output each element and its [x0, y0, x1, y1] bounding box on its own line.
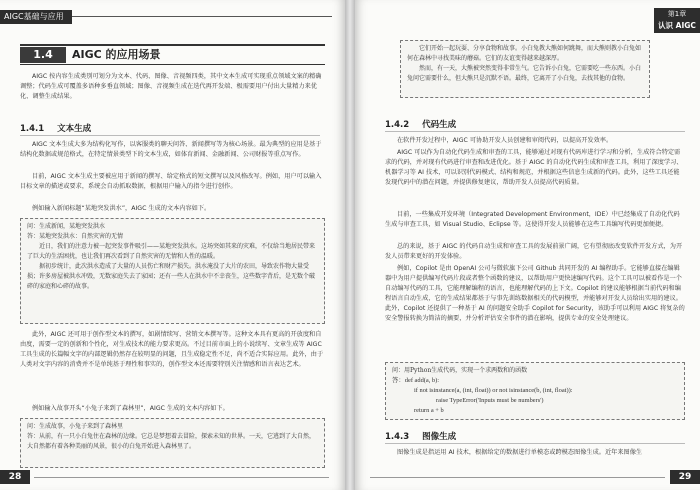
subsection-title: 图像生成 [422, 432, 457, 442]
code-gen-paragraph-2: AIGC 可以作为自动化代码生成和审查的工具，能够通过对现有代码库进行学习和分析，生成符合特定需求的代码，并对现有代码进行审查和改进优化。基于 AIGC 的自动化代码生成和审查工具，利用了深度学习、机器学习等 AI 技术，可以识别代码模式、结构和规范，并根据这些信息生成新的代码。此外，这些工具还能发现代码中的潜在问题，并提供修复建议，帮助开发人员提高代码质量。 [385, 149, 683, 186]
box-line-body: 近日，我们的注意力被一起突发事件吸引——某地突发洪水。这场突如其来的灾难，不仅给当地居民带来了巨大的生活困扰，也让我们再次看到了自然灾害的无情和人性的温暖。 [27, 243, 316, 260]
subsection-title: 代码生成 [422, 120, 457, 130]
text-gen-paragraph-3: 例如输入新闻标题“某地突发洪水”，AIGC 生成的文本内容如下。 [32, 205, 211, 212]
box-line-question: 问：生成故事，小兔子来到了森林里 [27, 423, 124, 430]
example-box-story [20, 418, 325, 468]
code-line: raise TypeError('Inputs must be numbers') [436, 397, 544, 404]
box-line-body: 然而，有一天，大熊被突然变得非常生气。它告诉小白兔，它需要吃一些东西。小白兔问它需要什么，但大熊只是沉默不语。最终，它离开了小白兔，去找其他的食物。 [407, 65, 642, 82]
subsection-rule [385, 131, 685, 132]
book-gutter [345, 0, 355, 490]
code-gen-paragraph-3: 目前，一些集成开发环境（Integrated Development Environment，IDE）中已经集成了自动化代码生成与审查工具，如 Visual Studio、Eclipse 等。这使得开发人员能够在这些工具编写代码更加便捷。 [385, 211, 680, 228]
text-gen-paragraph-4: 此外，AIGC 还可用于创作型文本的撰写，如剧情续写、营销文本撰写等。这种文本具有更高的开放度和自由度，需要一定的创新和个性化，对生成技术的能力要求更高。不过目前市面上的小说续写、文章生成等 AIGC 工具生成的长篇幅文字的内部逻辑仍然存在较明显的问题，且生成稳定性不足，尚不适合实际应用。此外，由于人类对文字内容的消费并不是单纯基于理性和事实的，创作型文本还需要特别关注情感和语言表达艺术。 [20, 331, 324, 368]
code-gen-paragraph-5: 例如，Copilot 是由 OpenAI 公司与微软旗下公司 Github 共同开发的 AI 编程助手。它能够直接在编辑器中为用户提供编写代码片段或者整个函数的建议，以帮助用户更快速编写代码。这个工具可以被看作是一个自动编写代码的工具，它能理解编程的语言，也能理解代码的上下文。Copilot 的建议能够根据当前代码和编程语言自动生成，它的生成结果都基于与事先训练数据相关的代码模型，并能够对开发人员给出实用的建议。此外，Copilot 还提供了一种基于 AI 的问题安全助手 Copilot for Security，该助手可以利用 AIGC 将复杂的安全警报转换为简洁的摘要，并分析评估安全事件的潜在影响，提供专业的安全处理建议。 [385, 265, 685, 322]
box-line-question: 问：生成新闻，某地突发洪水 [27, 223, 106, 230]
text-gen-paragraph-2: 目前，AIGC 文本生成主要被应用于新闻的撰写、给定格式的短文撰写以及风格改写。例如，用户可以输入目标文章的描述或要求，系统会自动抓取数据，根据用户输入的指令进行创作。 [20, 173, 322, 190]
subsection-number: 1.4.2 [385, 120, 410, 130]
section-intro: AIGC 按内容生成类别可划分为文本、代码、图像、音视频四类，其中文本生成可实现重点领域文案的精确调整；代码生成可覆盖多语种多垂直领域；图像、音视频生成在迭代再开发端、极需要用户付出大量精力来优化、调整生成结果。 [20, 73, 322, 100]
footer-rule [34, 477, 329, 478]
box-line-question: 问：用Python生成代码，实现一个求两数和的函数 [392, 367, 528, 374]
subsection-heading-text [20, 122, 91, 134]
page-number-right: 29 [670, 470, 700, 484]
example-box-news [20, 218, 325, 324]
box-line-body: 它们开始一起玩耍、分享食物和故事。小白兔教大熊如何跳舞，而大熊则教小白兔如何在森林中寻找美味的蘑菇。它们的友谊变得越来越深厚。 [407, 45, 642, 62]
section-number: 1.4 [20, 47, 66, 63]
code-gen-paragraph-4: 总的来说，基于 AIGC 的代码自动生成和审查工具的发展前景广阔，它有望彻底改变软件开发方式，为开发人员带来更好的开发体验。 [385, 243, 683, 260]
chapter-label: 第1章 [667, 10, 687, 18]
section-title: AIGC 的应用场景 [72, 48, 161, 61]
code-line: 答：def add(a, b): [392, 377, 440, 384]
subsection-rule [385, 443, 685, 444]
code-line: if not isinstance(a, (int, float)) or not isinstance(b, (int, float)): [414, 387, 573, 394]
box-line-body: 据初步统计，此次洪水造成了大量的人员伤亡和财产损失。洪水淹没了大片的农田，导致农作物大量受损；许多房屋被洪水冲毁，无数家庭失去了家园；还有一些人在洪水中不幸丧生，这些数字背后，是无数个破碎的家庭和心碎的故事。 [27, 263, 316, 290]
box-line-answer: 答：从前，有一只小白兔住在森林的边缘。它总是梦想着去冒险，探索未知的世界。一天，它逃到了大自然，大自然都有着各种美丽的风景，很小的白兔开始进入森林里了。 [27, 433, 316, 450]
box-line-answer: 答：某地突发洪水：自然灾害的无情 [27, 233, 124, 240]
code-example-box [385, 362, 685, 420]
subsection-number: 1.4.1 [20, 124, 45, 134]
image-gen-paragraph-1: 图像生成是指运用 AI 技术，根据给定的数据进行单模态或跨模态图像生成。近年来图像生 [397, 449, 643, 456]
code-gen-paragraph-1: 在软件开发过程中，AIGC 可协助开发人员创建和审阅代码，以提高开发效率。 [397, 137, 613, 144]
story-continuation-box [400, 40, 650, 98]
section-heading [20, 44, 325, 65]
subsection-title: 文本生成 [57, 124, 92, 134]
running-head-left: AIGC基础与应用 [0, 10, 72, 24]
chapter-title: 认识 AIGC [658, 21, 696, 30]
subsection-number: 1.4.3 [385, 432, 410, 442]
text-gen-paragraph-1: AIGC 文本生成大多为结构化写作，以客服类的聊天问答、新闻撰写等为核心场景。最为典型的应用是基于结构化数据或规范格式，在特定情景类型下的文本生成，如体育新闻、金融新闻、公司财报等重点写作。 [20, 141, 322, 158]
running-head-right [654, 8, 700, 33]
page-number-left: 28 [0, 470, 30, 484]
left-page [0, 0, 345, 490]
subsection-heading-text [385, 430, 456, 442]
text-gen-paragraph-5: 例如输入故事开头“小兔子来到了森林里”，AIGC 生成的文本内容如下。 [32, 405, 229, 412]
right-page [355, 0, 700, 490]
subsection-rule [20, 135, 320, 136]
footer-rule [370, 477, 665, 478]
subsection-heading-text [385, 118, 456, 130]
code-line: return a + b [414, 407, 444, 414]
